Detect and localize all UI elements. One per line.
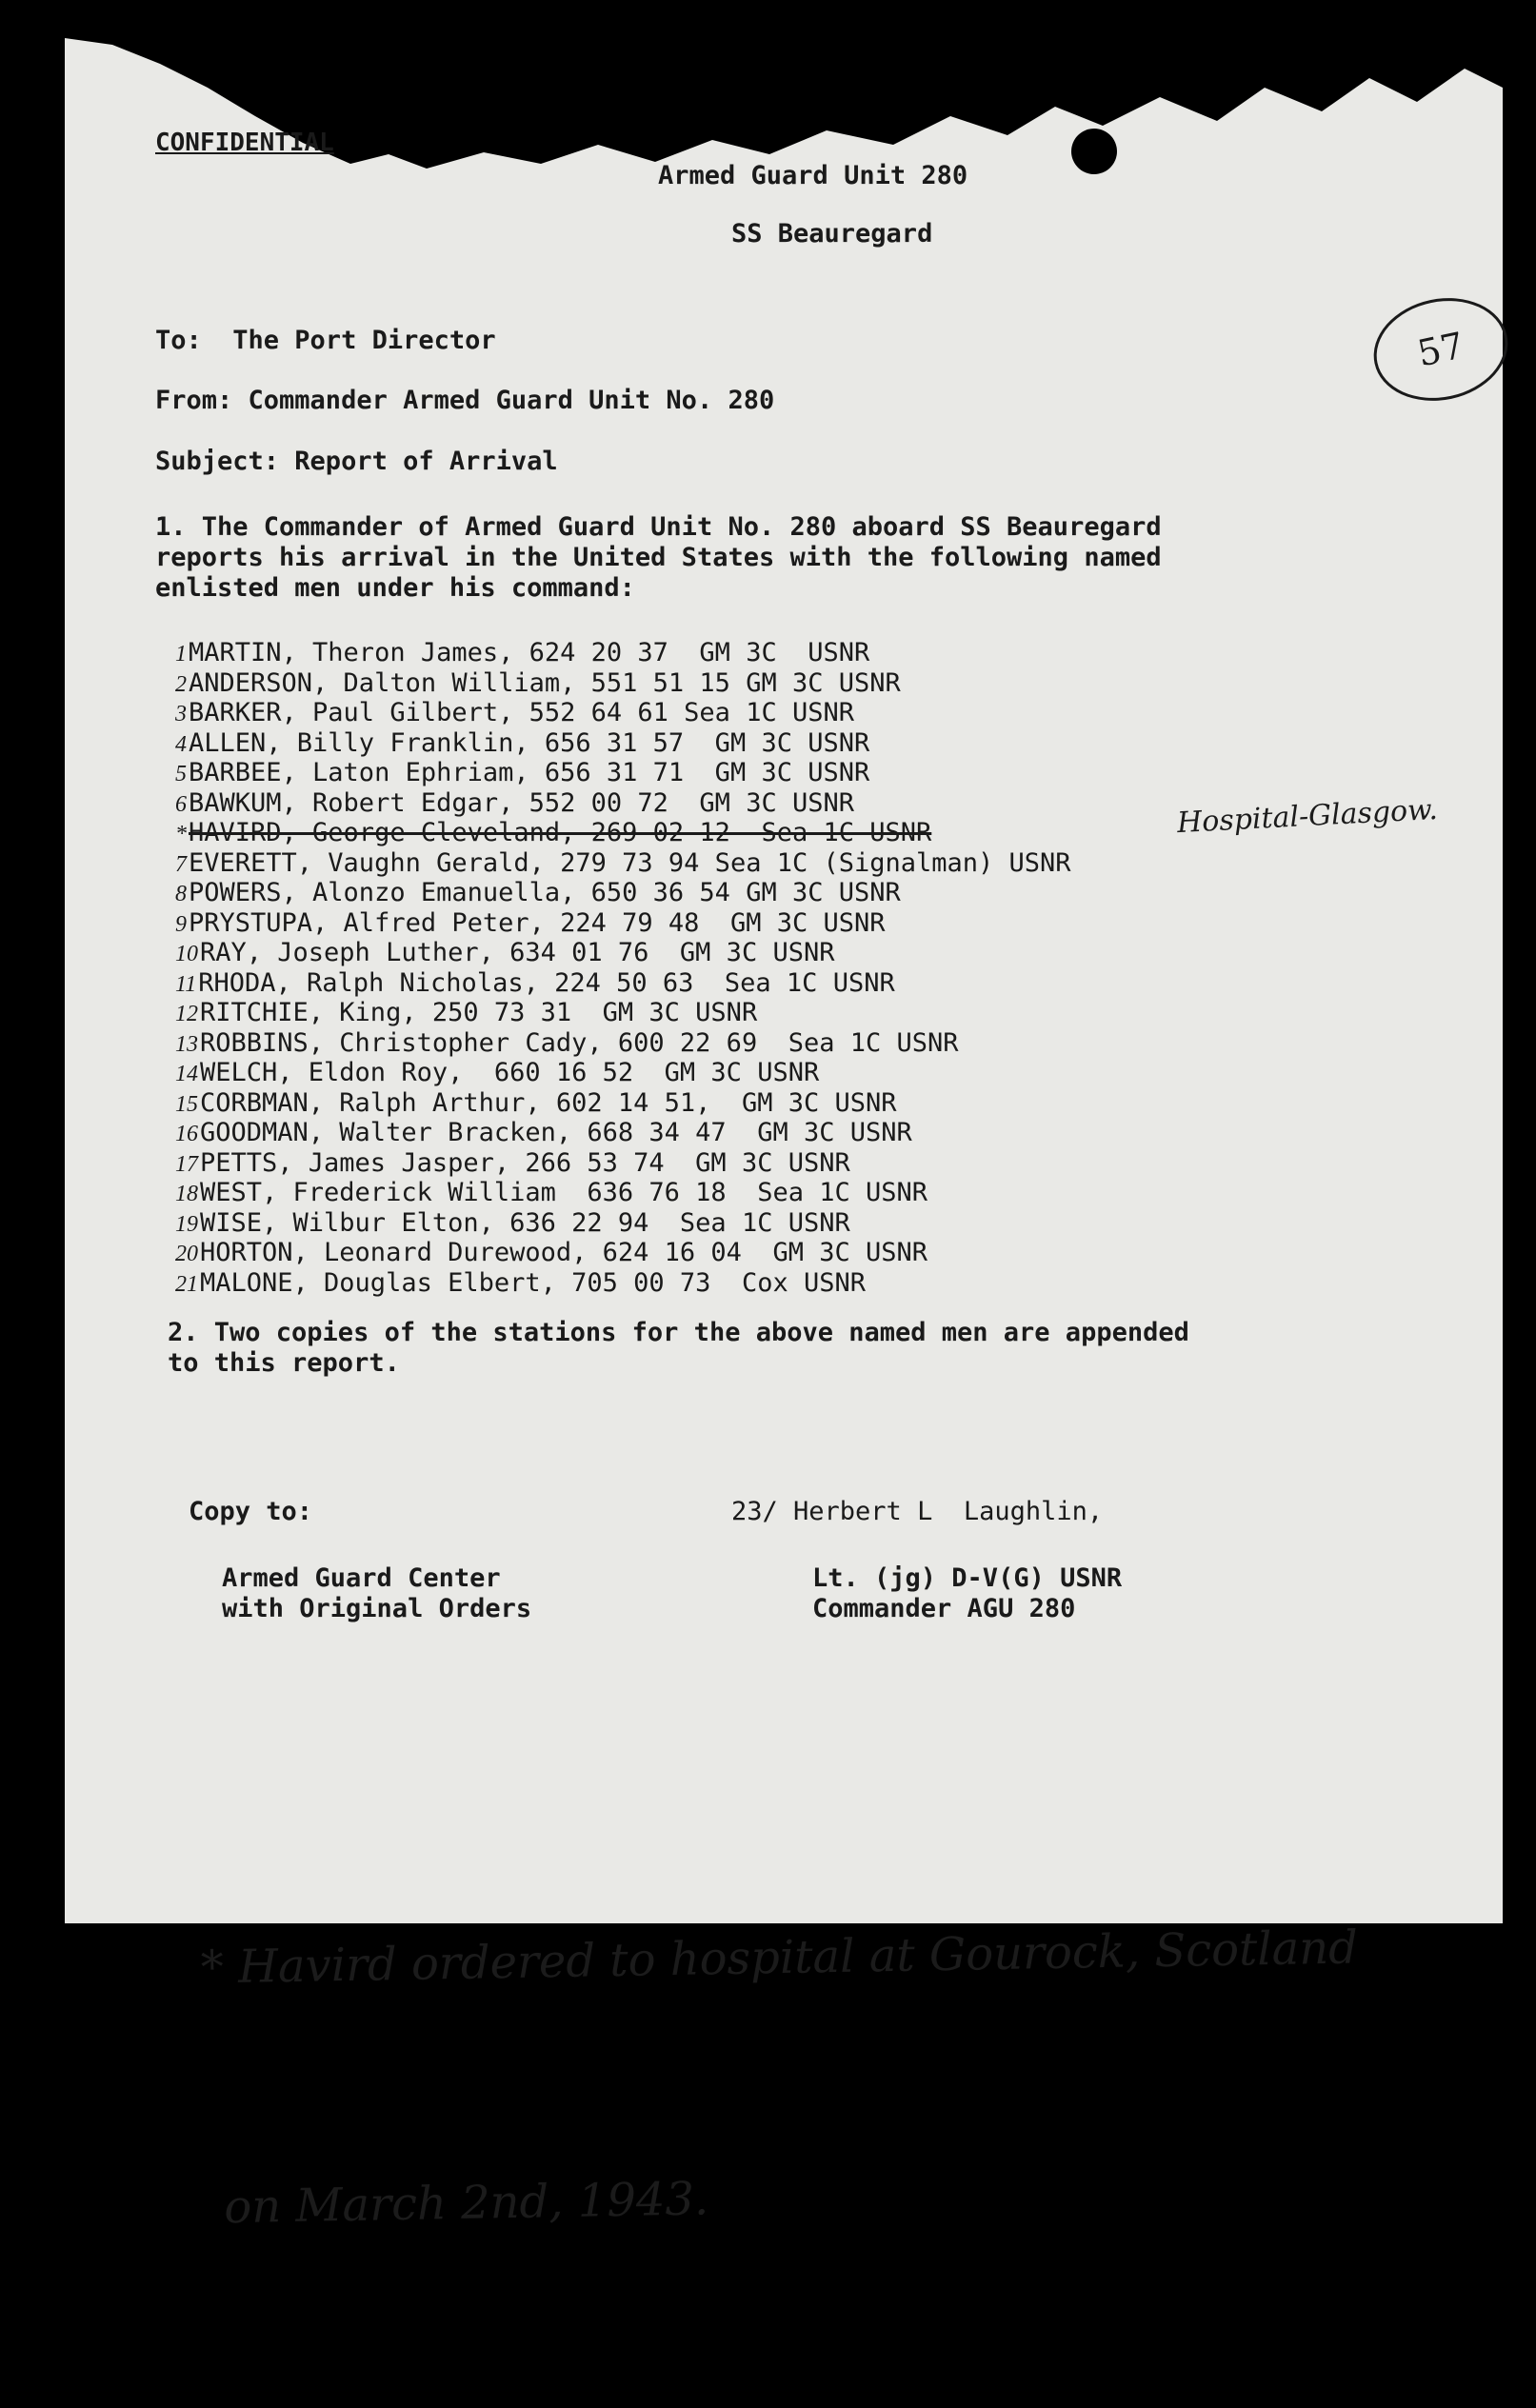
roster-entry: WISE, Wilbur Elton, 636 22 94 Sea 1C USNR xyxy=(200,1207,850,1238)
roster-check-mark: 15 xyxy=(175,1091,198,1117)
roster-entry: BARKER, Paul Gilbert, 552 64 61 Sea 1C USNR xyxy=(189,698,854,727)
roster-row xyxy=(175,878,1071,908)
roster-row xyxy=(175,1148,1071,1179)
roster-row xyxy=(175,1028,1071,1059)
roster-check-mark: 2 xyxy=(175,671,187,697)
crew-roster xyxy=(175,638,1071,1298)
roster-check-mark: 11 xyxy=(175,971,197,997)
copy-to-line1: Armed Guard Center xyxy=(222,1563,501,1593)
document-page xyxy=(65,30,1503,2235)
handwritten-footnote xyxy=(197,1747,1366,2407)
roster-check-mark: 18 xyxy=(175,1182,198,1206)
roster-row xyxy=(175,998,1071,1028)
roster-entry: PRYSTUPA, Alfred Peter, 224 79 48 GM 3C USNR xyxy=(189,907,886,938)
footnote-line1: * Havird ordered to hospital at Gourock, Scotland xyxy=(200,1920,1359,1995)
ship-title: SS Beauregard xyxy=(731,219,933,249)
roster-check-mark: 17 xyxy=(175,1151,198,1177)
roster-entry: RITCHIE, King, 250 73 31 GM 3C USNR xyxy=(200,998,758,1027)
roster-row xyxy=(175,908,1071,939)
paragraph2-line1: 2. Two copies of the stations for the above named men are appended xyxy=(168,1318,1189,1347)
unit-title: Armed Guard Unit 280 xyxy=(658,161,968,190)
roster-check-mark: 4 xyxy=(175,731,187,757)
roster-row xyxy=(175,1058,1071,1088)
roster-check-mark: 20 xyxy=(175,1242,198,1266)
signature-name: 23/ Herbert L Laughlin, xyxy=(731,1497,1104,1526)
roster-entry: GOODMAN, Walter Bracken, 668 34 47 GM 3C USNR xyxy=(200,1118,912,1147)
roster-check-mark: 21 xyxy=(175,1271,198,1297)
roster-row xyxy=(175,848,1071,879)
roster-entry: EVERETT, Vaughn Gerald, 279 73 94 Sea 1C (Signalman) USNR xyxy=(189,847,1071,878)
roster-entry: HORTON, Leonard Durewood, 624 16 04 GM 3C USNR xyxy=(200,1238,928,1267)
roster-row xyxy=(175,1238,1071,1268)
roster-row xyxy=(175,818,1071,848)
paragraph1-line2: reports his arrival in the United States with the following named xyxy=(155,543,1162,572)
roster-entry: POWERS, Alonzo Emanuella, 650 36 54 GM 3C USNR xyxy=(189,878,901,907)
roster-check-mark: 3 xyxy=(175,702,187,726)
roster-check-mark: 10 xyxy=(175,942,198,966)
to-line: To: The Port Director xyxy=(155,326,496,355)
roster-row xyxy=(175,1088,1071,1119)
roster-entry: MALONE, Douglas Elbert, 705 00 73 Cox USNR xyxy=(200,1267,866,1298)
from-line: From: Commander Armed Guard Unit No. 280 xyxy=(155,386,775,415)
roster-entry: WELCH, Eldon Roy, 660 16 52 GM 3C USNR xyxy=(200,1058,820,1087)
roster-check-mark: 16 xyxy=(175,1122,198,1146)
copy-to-label: Copy to: xyxy=(189,1497,313,1526)
paragraph2-line2: to this report. xyxy=(168,1348,400,1378)
roster-entry: WEST, Frederick William 636 76 18 Sea 1C USNR xyxy=(200,1178,928,1207)
copy-to-line2: with Original Orders xyxy=(222,1594,532,1623)
subject-line: Subject: Report of Arrival xyxy=(155,447,558,476)
roster-row xyxy=(175,788,1071,819)
roster-check-mark: 12 xyxy=(175,1002,198,1026)
roster-check-mark: 13 xyxy=(175,1031,198,1057)
roster-check-mark: * xyxy=(175,822,187,846)
roster-row xyxy=(175,1208,1071,1239)
punch-hole xyxy=(1071,129,1117,174)
roster-check-mark: 1 xyxy=(175,642,187,667)
roster-check-mark: 5 xyxy=(175,762,187,786)
roster-row xyxy=(175,668,1071,699)
hospital-note: Hospital-Glasgow. xyxy=(1176,792,1439,841)
roster-check-mark: 6 xyxy=(175,791,187,817)
roster-entry: ROBBINS, Christopher Cady, 600 22 69 Sea 1C USNR xyxy=(200,1027,959,1058)
roster-check-mark: 8 xyxy=(175,882,187,906)
roster-row xyxy=(175,938,1071,968)
roster-check-mark: 19 xyxy=(175,1211,198,1237)
signature-title: Commander AGU 280 xyxy=(812,1594,1076,1623)
roster-row xyxy=(175,1268,1071,1299)
roster-row xyxy=(175,758,1071,788)
roster-row xyxy=(175,728,1071,759)
roster-entry: RAY, Joseph Luther, 634 01 76 GM 3C USNR xyxy=(200,938,835,967)
roster-row xyxy=(175,698,1071,728)
roster-check-mark: 9 xyxy=(175,911,187,937)
roster-entry: BARBEE, Laton Ephriam, 656 31 71 GM 3C USNR xyxy=(189,758,870,787)
classification-label: CONFIDENTIAL xyxy=(155,129,334,157)
roster-row xyxy=(175,968,1071,999)
paragraph1-line1: 1. The Commander of Armed Guard Unit No. 280 aboard SS Beauregard xyxy=(155,512,1162,542)
roster-entry: PETTS, James Jasper, 266 53 74 GM 3C USNR xyxy=(200,1147,850,1178)
roster-entry: ALLEN, Billy Franklin, 656 31 57 GM 3C USNR xyxy=(189,727,870,758)
roster-row xyxy=(175,638,1071,668)
roster-row xyxy=(175,1178,1071,1208)
page-number-circled: 57 xyxy=(1365,286,1518,412)
roster-check-mark: 7 xyxy=(175,851,187,877)
roster-entry: BAWKUM, Robert Edgar, 552 00 72 GM 3C USNR xyxy=(189,787,854,818)
roster-entry: RHODA, Ralph Nicholas, 224 50 63 Sea 1C USNR xyxy=(198,967,895,998)
signature-rank: Lt. (jg) D-V(G) USNR xyxy=(812,1563,1123,1593)
roster-entry: MARTIN, Theron James, 624 20 37 GM 3C USNR xyxy=(189,638,870,667)
paragraph1-line3: enlisted men under his command: xyxy=(155,573,635,603)
roster-entry: CORBMAN, Ralph Arthur, 602 14 51, GM 3C USNR xyxy=(200,1087,897,1118)
roster-row xyxy=(175,1118,1071,1148)
footnote-line2: on March 2nd, 1943. xyxy=(223,2172,709,2235)
roster-entry: HAVIRD, George Cleveland, 269 02 12 Sea 1C USNR xyxy=(189,818,932,847)
roster-entry: ANDERSON, Dalton William, 551 51 15 GM 3C USNR xyxy=(189,667,901,698)
roster-check-mark: 14 xyxy=(175,1062,198,1086)
